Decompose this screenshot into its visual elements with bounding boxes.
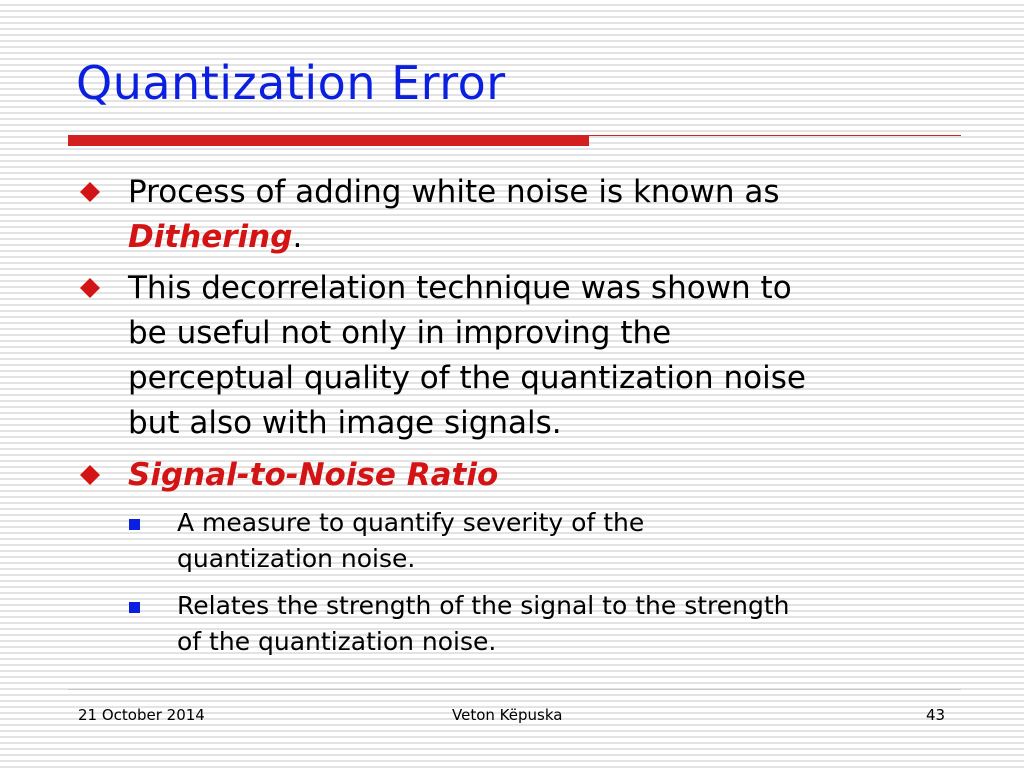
footer-date: 21 October 2014: [78, 706, 205, 724]
bullet-line: [128, 170, 958, 215]
bullet-text: Process of adding white noise is known as: [128, 174, 780, 210]
sub-bullet-line: Relates the strength of the signal to the strength: [177, 591, 790, 620]
bullet-line: perceptual quality of the quantization noise: [128, 360, 806, 396]
footer-author: Veton Këpuska: [452, 706, 563, 724]
bullet-line: be useful not only in improving the: [128, 315, 672, 351]
bullet-line: [128, 215, 958, 260]
sub-bullet-item-measure: [177, 505, 967, 577]
square-icon: [129, 602, 140, 613]
bullet-text-end: .: [292, 219, 303, 255]
square-icon: [129, 519, 140, 530]
sub-bullet-item-relates: [177, 588, 967, 660]
sub-bullet-line: A measure to quantify severity of the: [177, 508, 645, 537]
diamond-icon: [80, 465, 100, 485]
footer-page-number: 43: [926, 706, 946, 724]
sub-bullet-line: of the quantization noise.: [177, 627, 497, 656]
sub-bullet-line: quantization noise.: [177, 544, 416, 573]
footer-divider: [68, 689, 961, 690]
slide-title: Quantization Error: [76, 56, 506, 110]
snr-term: Signal-to-Noise Ratio: [128, 457, 499, 493]
bullet-line: This decorrelation technique was shown to: [128, 270, 792, 306]
dithering-term: Dithering: [128, 219, 293, 255]
bullet-line: but also with image signals.: [128, 405, 562, 441]
bullet-item-snr: [128, 453, 958, 498]
diamond-icon: [80, 182, 100, 202]
bullet-item-dithering: [128, 170, 958, 260]
diamond-icon: [80, 278, 100, 298]
bullet-item-decorrelation: [128, 266, 958, 446]
title-underline-thick: [68, 136, 589, 146]
